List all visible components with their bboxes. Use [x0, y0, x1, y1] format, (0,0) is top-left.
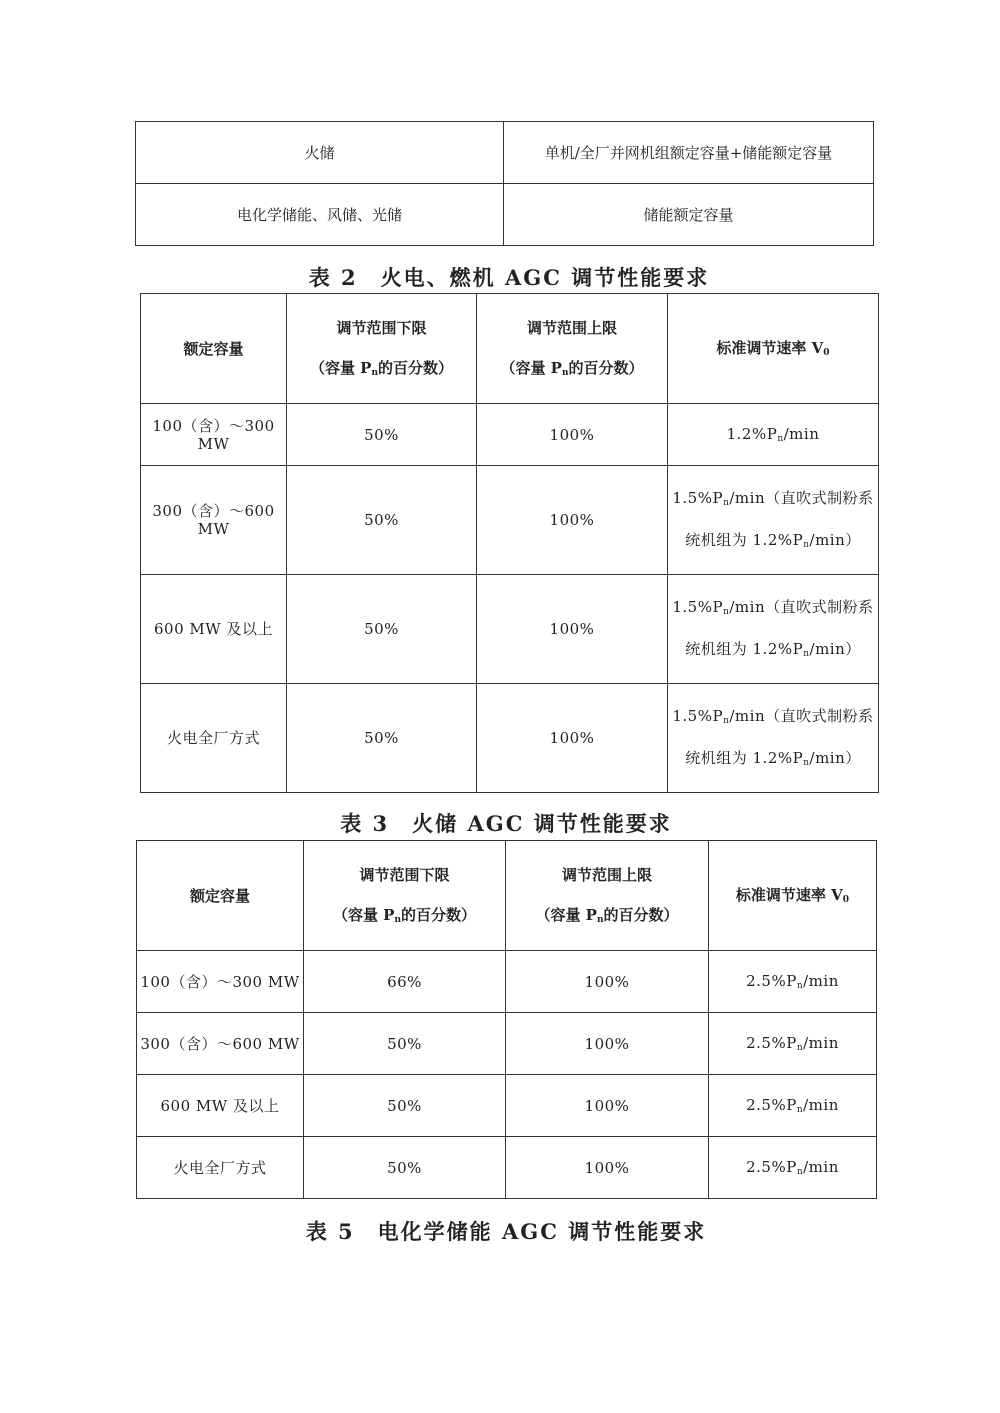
table-row: [141, 684, 879, 793]
table-3: [136, 840, 877, 1199]
table-2: [140, 293, 879, 793]
table-5-caption: 表 5 电化学储能 AGC 调节性能要求: [305, 1219, 707, 1244]
table-cell: 300（含）～600 MW: [141, 466, 287, 575]
table-cell: 100%: [506, 1075, 709, 1137]
table-cell: 储能额定容量: [504, 184, 874, 246]
table-row: [137, 1137, 877, 1199]
table-cell: $2.5\%P_n/\min$: [709, 1075, 877, 1137]
table-row: [136, 122, 874, 184]
table-header-row: [141, 294, 879, 404]
header-upper-limit: 调节范围上限 （容量 $P_n$的百分数）: [506, 841, 709, 951]
header-rated-capacity: 额定容量: [137, 841, 304, 951]
table-cell: 300（含）～600 MW: [137, 1013, 304, 1075]
table-row: [141, 466, 879, 575]
table-cell: 电化学储能、风储、光储: [136, 184, 504, 246]
header-rate: 标准调节速率 $V_0$: [668, 294, 879, 404]
table-cell: $2.5\%P_n/\min$: [709, 951, 877, 1013]
table-header-row: [137, 841, 877, 951]
table-cell: $2.5\%P_n/\min$: [709, 1137, 877, 1199]
table-2-caption: 表 2 火电、燃机 AGC 调节性能要求: [308, 265, 710, 290]
table-cell: 火储: [136, 122, 504, 184]
header-lower-limit: 调节范围下限 （容量 $P_n$的百分数）: [304, 841, 506, 951]
table-cell: 火电全厂方式: [141, 684, 287, 793]
table-3-caption: 表 3 火储 AGC 调节性能要求: [340, 811, 672, 836]
table-cell: 600 MW 及以上: [141, 575, 287, 684]
table-cell: 66%: [304, 951, 506, 1013]
table-cell: $1.5\%P_n/\min$（直吹式制粉系 统机组为 $1.2\%P_n/\min$）: [668, 575, 879, 684]
table-cell: $1.5\%P_n/\min$（直吹式制粉系 统机组为 $1.2\%P_n/\min$）: [668, 684, 879, 793]
table-cell: 50%: [304, 1075, 506, 1137]
header-rated-capacity: 额定容量: [141, 294, 287, 404]
table-cell: $1.5\%P_n/\min$（直吹式制粉系 统机组为 $1.2\%P_n/\min$）: [668, 466, 879, 575]
table-cell: 单机/全厂并网机组额定容量+储能额定容量: [504, 122, 874, 184]
table-cell: 50%: [304, 1013, 506, 1075]
table-cell: 100%: [506, 951, 709, 1013]
table-cell: 100%: [477, 404, 668, 466]
table-cell: $2.5\%P_n/\min$: [709, 1013, 877, 1075]
table-cell: 100%: [477, 684, 668, 793]
table-cell: 50%: [304, 1137, 506, 1199]
table-row: [136, 184, 874, 246]
header-upper-limit: 调节范围上限 （容量 $P_n$的百分数）: [477, 294, 668, 404]
table-row: [137, 1013, 877, 1075]
table-cell: 50%: [287, 466, 477, 575]
table-row: [137, 1075, 877, 1137]
table-cell: $1.2\%P_n/\min$: [668, 404, 879, 466]
table-cell: 600 MW 及以上: [137, 1075, 304, 1137]
table-cell: 100（含）～300 MW: [141, 404, 287, 466]
table-row: [141, 404, 879, 466]
table-cell: 火电全厂方式: [137, 1137, 304, 1199]
table-cell: 100（含）～300 MW: [137, 951, 304, 1013]
table-cell: 50%: [287, 575, 477, 684]
table-1-continued: [135, 121, 874, 246]
header-lower-limit: 调节范围下限 （容量 $P_n$的百分数）: [287, 294, 477, 404]
table-cell: 100%: [477, 575, 668, 684]
header-rate: 标准调节速率 $V_0$: [709, 841, 877, 951]
table-row: [141, 575, 879, 684]
table-cell: 100%: [506, 1013, 709, 1075]
table-cell: 50%: [287, 684, 477, 793]
table-row: [137, 951, 877, 1013]
table-cell: 50%: [287, 404, 477, 466]
table-cell: 100%: [477, 466, 668, 575]
table-cell: 100%: [506, 1137, 709, 1199]
